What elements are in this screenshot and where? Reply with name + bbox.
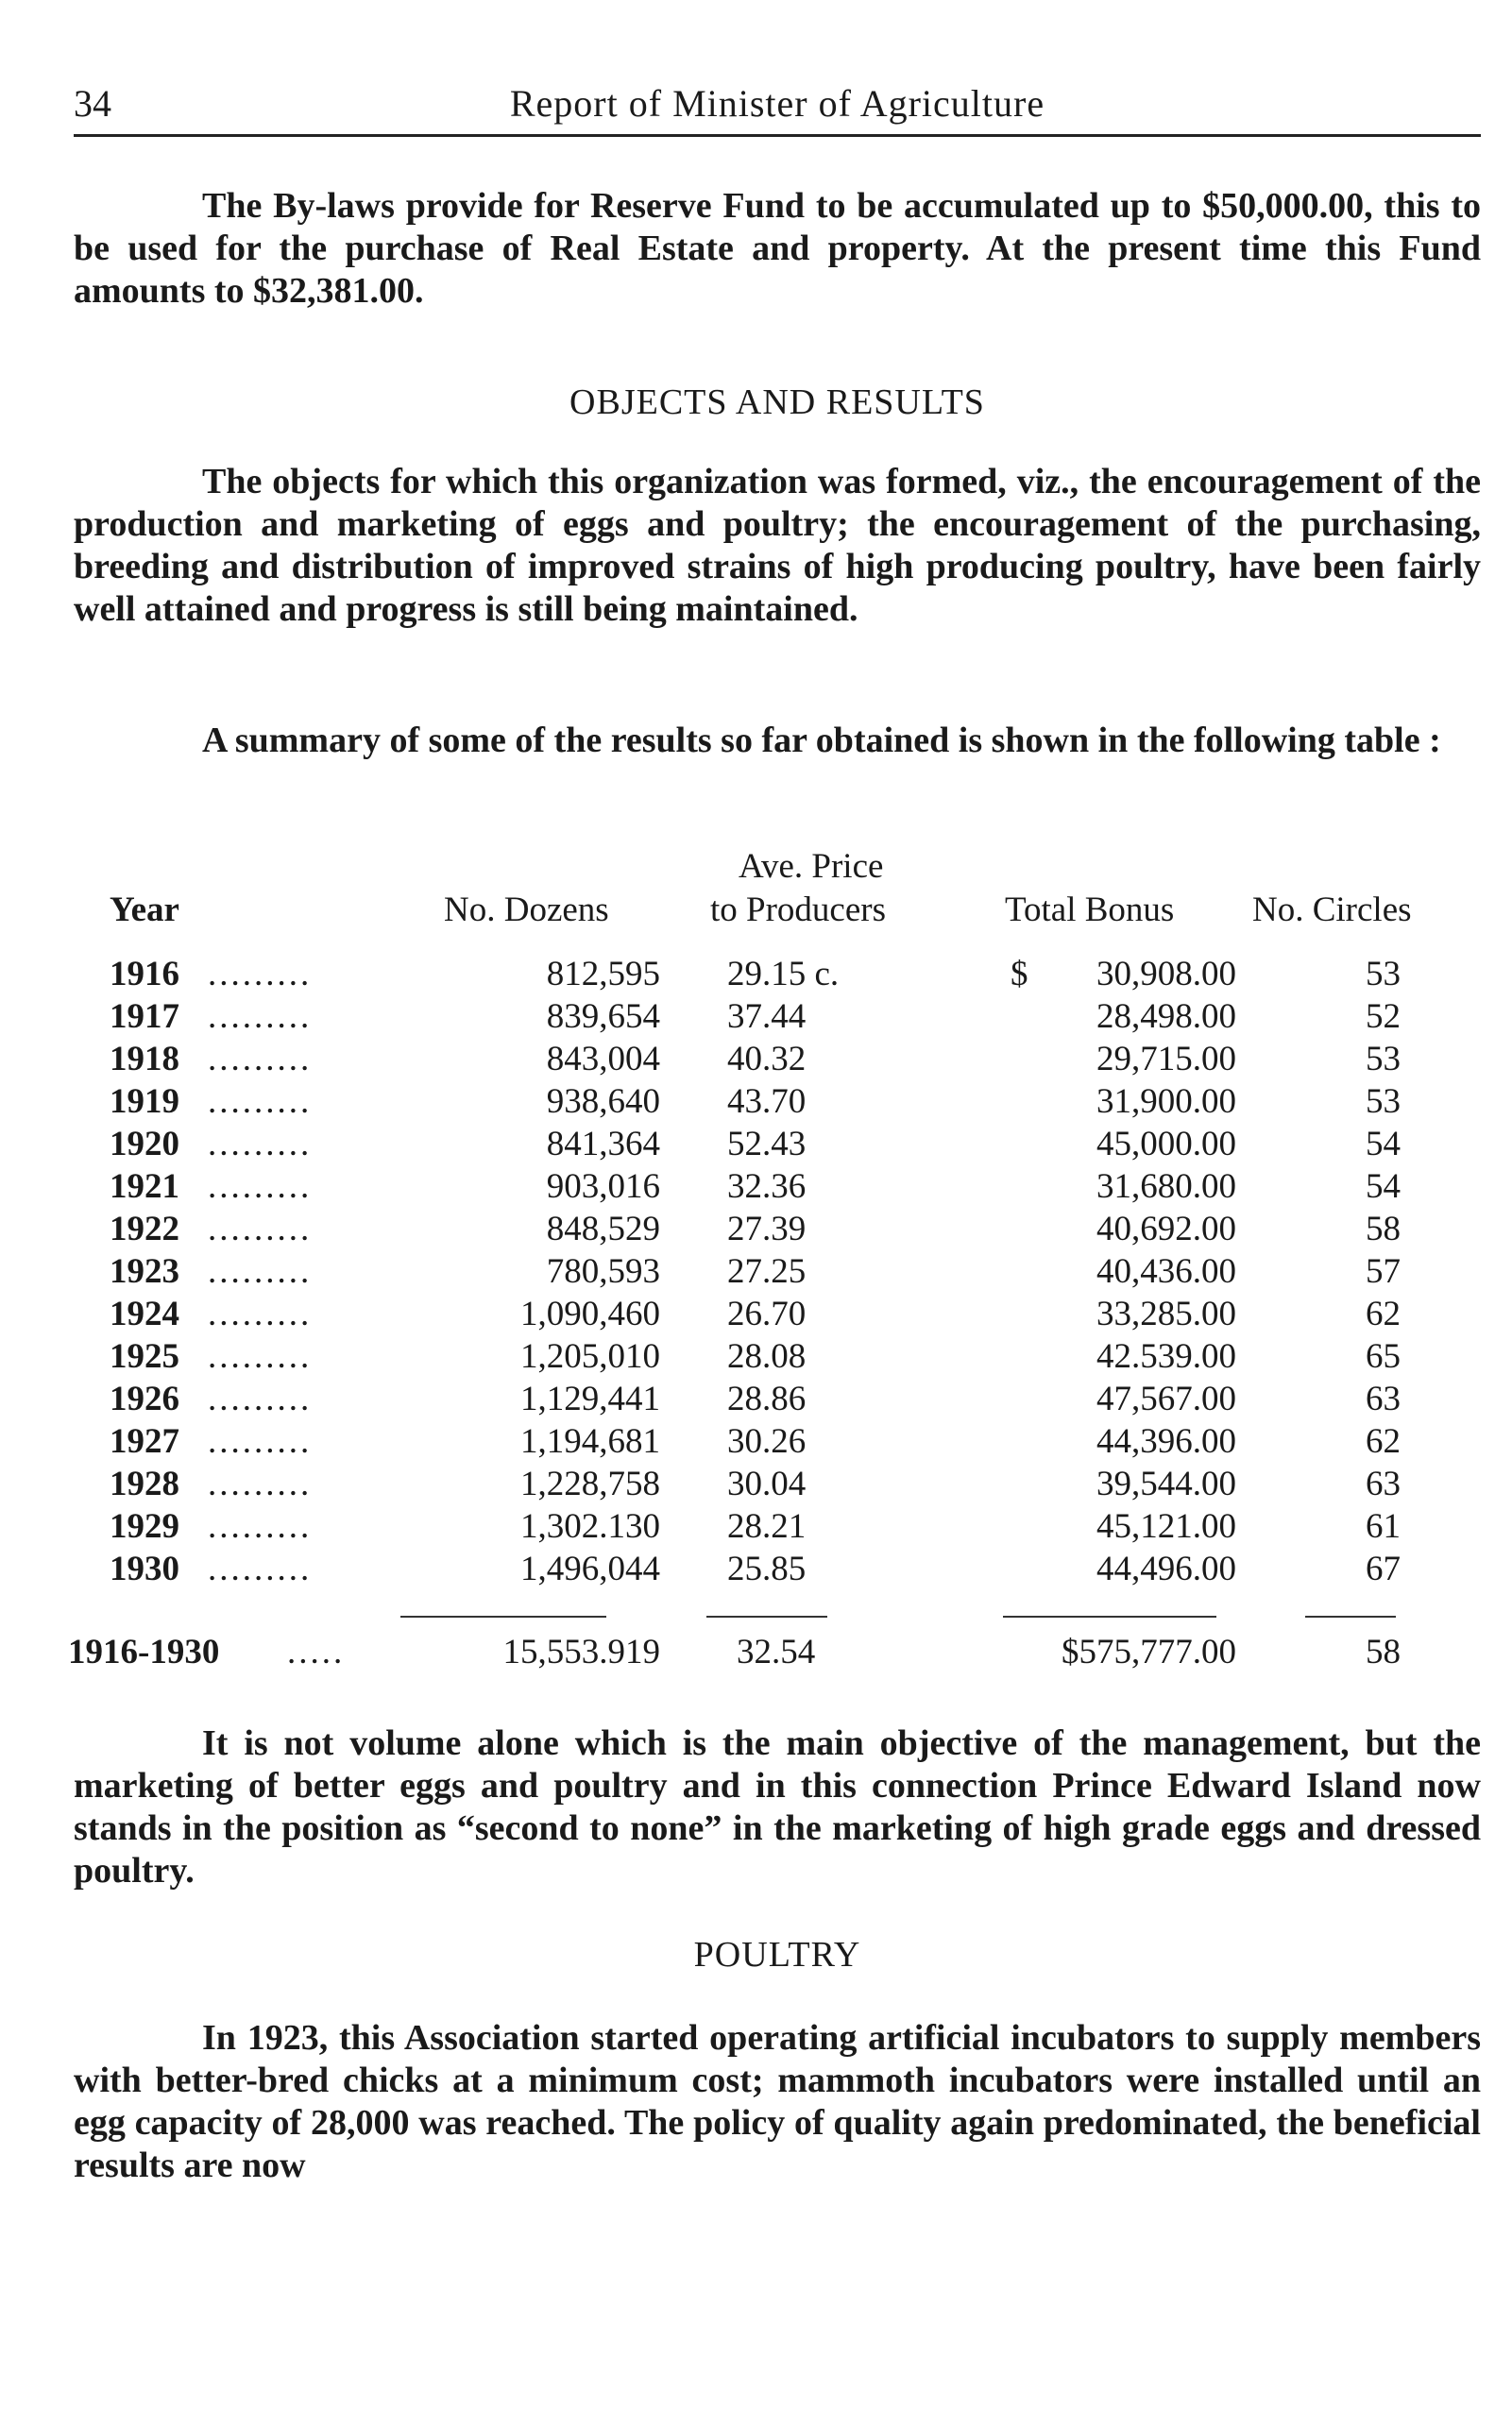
poultry-heading: POULTRY bbox=[693, 1935, 861, 1975]
row-year: 1928 bbox=[110, 1465, 179, 1503]
row-dozens: 839,654 bbox=[546, 997, 660, 1036]
row-year: 1924 bbox=[110, 1295, 179, 1333]
header-bonus: Total Bonus bbox=[1005, 891, 1175, 929]
header-price-line2: to Producers bbox=[710, 891, 886, 929]
page-header bbox=[74, 81, 1481, 137]
row-dozens: 903,016 bbox=[546, 1167, 660, 1206]
row-dozens: 938,640 bbox=[546, 1082, 660, 1121]
total-dozens: 15,553.919 bbox=[502, 1633, 660, 1671]
row-circles: 58 bbox=[1366, 1210, 1401, 1248]
row-year: 1929 bbox=[110, 1507, 179, 1546]
row-price: 28.08 bbox=[727, 1337, 807, 1376]
row-price: 30.04 bbox=[727, 1465, 807, 1503]
header-price-line1: Ave. Price bbox=[739, 847, 884, 886]
intro-paragraph: The By-laws provide for Reserve Fund to be accumulated up to $50,000.00, this to be used for the purchase of Real Estate and property. At the present time this Fund amounts to $32,381.00. bbox=[74, 186, 1481, 311]
row-year: 1918 bbox=[110, 1040, 179, 1078]
row-leader-dots: ......... bbox=[208, 1507, 313, 1546]
total-leader-dots: ..... bbox=[287, 1633, 346, 1671]
row-leader-dots: ......... bbox=[208, 997, 313, 1036]
row-year: 1930 bbox=[110, 1550, 179, 1588]
row-circles: 63 bbox=[1366, 1380, 1401, 1418]
row-circles: 54 bbox=[1366, 1125, 1401, 1163]
row-dozens: 1,129,441 bbox=[520, 1380, 660, 1418]
row-leader-dots: ......... bbox=[208, 1380, 313, 1418]
row-bonus: 45,121.00 bbox=[1096, 1507, 1236, 1546]
row-circles: 57 bbox=[1366, 1252, 1401, 1291]
row-year: 1920 bbox=[110, 1125, 179, 1163]
row-price: 30.26 bbox=[727, 1422, 807, 1461]
row-price: 27.25 bbox=[727, 1252, 807, 1291]
row-leader-dots: ......... bbox=[208, 955, 313, 993]
row-dozens: 843,004 bbox=[546, 1040, 660, 1078]
row-price: 25.85 bbox=[727, 1550, 807, 1588]
row-price: 37.44 bbox=[727, 997, 807, 1036]
row-year: 1925 bbox=[110, 1337, 179, 1376]
row-bonus: 29,715.00 bbox=[1096, 1040, 1236, 1078]
closing-paragraph: It is not volume alone which is the main objective of the management, but the marketing of better eggs and poultry and in this connection Prince Edward Island now stands in the position as “second to none” in the marketing of high grade eggs and dressed poultry. bbox=[74, 1723, 1481, 1891]
row-bonus: 30,908.00 bbox=[1096, 955, 1236, 993]
row-circles: 67 bbox=[1366, 1550, 1401, 1588]
row-year: 1926 bbox=[110, 1380, 179, 1418]
total-circles: 58 bbox=[1366, 1633, 1401, 1671]
row-bonus: 40,692.00 bbox=[1096, 1210, 1236, 1248]
row-dozens: 1,090,460 bbox=[520, 1295, 660, 1333]
row-leader-dots: ......... bbox=[208, 1422, 313, 1461]
row-price: 29.15 c. bbox=[727, 955, 840, 993]
row-bonus: 47,567.00 bbox=[1096, 1380, 1236, 1418]
row-leader-dots: ......... bbox=[208, 1550, 313, 1588]
row-circles: 53 bbox=[1366, 1040, 1401, 1078]
row-bonus: 45,000.00 bbox=[1096, 1125, 1236, 1163]
row-price: 40.32 bbox=[727, 1040, 807, 1078]
row-leader-dots: ......... bbox=[208, 1040, 313, 1078]
row-dozens: 1,205,010 bbox=[520, 1337, 660, 1376]
row-dozens: 1,194,681 bbox=[520, 1422, 660, 1461]
row-circles: 61 bbox=[1366, 1507, 1401, 1546]
row-price: 28.86 bbox=[727, 1380, 807, 1418]
row-bonus: 33,285.00 bbox=[1096, 1295, 1236, 1333]
row-circles: 62 bbox=[1366, 1295, 1401, 1333]
row-dozens: 1,302.130 bbox=[520, 1507, 660, 1546]
total-rule-dozens bbox=[400, 1616, 606, 1618]
row-leader-dots: ......... bbox=[208, 1337, 313, 1376]
row-bonus: 44,496.00 bbox=[1096, 1550, 1236, 1588]
objects-paragraph: The objects for which this organization was formed, viz., the encouragement of the production and marketing of eggs and poultry; the encouragement of the purchasing, breeding and distribution of improved strains of high producing poultry, have been fairly well attained and progress is still being maintained. bbox=[74, 462, 1481, 629]
row-dozens: 1,228,758 bbox=[520, 1465, 660, 1503]
row-year: 1917 bbox=[110, 997, 179, 1036]
row-bonus: 28,498.00 bbox=[1096, 997, 1236, 1036]
summary-paragraph: A summary of some of the results so far obtained is shown in the following table : bbox=[202, 721, 1441, 760]
row-circles: 53 bbox=[1366, 955, 1401, 993]
row-dozens: 1,496,044 bbox=[520, 1550, 660, 1588]
row-dozens: 841,364 bbox=[546, 1125, 660, 1163]
total-rule-circles bbox=[1305, 1616, 1396, 1618]
row-leader-dots: ......... bbox=[208, 1167, 313, 1206]
total-rule-price bbox=[706, 1616, 827, 1618]
running-title: Report of Minister of Agriculture bbox=[509, 82, 1045, 125]
row-price: 27.39 bbox=[727, 1210, 807, 1248]
row-year: 1921 bbox=[110, 1167, 179, 1206]
total-rule-bonus bbox=[1003, 1616, 1216, 1618]
row-price: 43.70 bbox=[727, 1082, 807, 1121]
row-year: 1919 bbox=[110, 1082, 179, 1121]
row-circles: 52 bbox=[1366, 997, 1401, 1036]
header-year: Year bbox=[110, 891, 179, 929]
row-bonus: 44,396.00 bbox=[1096, 1422, 1236, 1461]
row-leader-dots: ......... bbox=[208, 1082, 313, 1121]
row-year: 1916 bbox=[110, 955, 179, 993]
row-circles: 65 bbox=[1366, 1337, 1401, 1376]
row-year: 1927 bbox=[110, 1422, 179, 1461]
row-dozens: 812,595 bbox=[546, 955, 660, 993]
row-price: 28.21 bbox=[727, 1507, 807, 1546]
total-price: 32.54 bbox=[737, 1633, 816, 1671]
row-circles: 62 bbox=[1366, 1422, 1401, 1461]
header-circles: No. Circles bbox=[1252, 891, 1412, 929]
row-year: 1922 bbox=[110, 1210, 179, 1248]
row-price: 26.70 bbox=[727, 1295, 807, 1333]
row-year: 1923 bbox=[110, 1252, 179, 1291]
row-leader-dots: ......... bbox=[208, 1125, 313, 1163]
total-year: 1916-1930 bbox=[68, 1633, 220, 1671]
row-bonus: 42.539.00 bbox=[1096, 1337, 1236, 1376]
row-leader-dots: ......... bbox=[208, 1295, 313, 1333]
row-leader-dots: ......... bbox=[208, 1465, 313, 1503]
row-dozens: 848,529 bbox=[546, 1210, 660, 1248]
row-dozens: 780,593 bbox=[546, 1252, 660, 1291]
row-leader-dots: ......... bbox=[208, 1252, 313, 1291]
row-bonus: 39,544.00 bbox=[1096, 1465, 1236, 1503]
row-circles: 54 bbox=[1366, 1167, 1401, 1206]
page-number: 34 bbox=[74, 82, 111, 125]
header-dozens: No. Dozens bbox=[444, 891, 609, 929]
objects-heading: OBJECTS AND RESULTS bbox=[569, 382, 985, 422]
row-dollar-sign: $ bbox=[1011, 955, 1028, 993]
row-leader-dots: ......... bbox=[208, 1210, 313, 1248]
row-circles: 63 bbox=[1366, 1465, 1401, 1503]
row-price: 52.43 bbox=[727, 1125, 807, 1163]
row-price: 32.36 bbox=[727, 1167, 807, 1206]
row-bonus: 31,680.00 bbox=[1096, 1167, 1236, 1206]
row-circles: 53 bbox=[1366, 1082, 1401, 1121]
total-bonus: $575,777.00 bbox=[1062, 1633, 1236, 1671]
poultry-paragraph: In 1923, this Association started operating artificial incubators to supply members with better-bred chicks at a minimum cost; mammoth incubators were installed until an egg capacity of 28,000 was reached. The policy of quality again predominated, the beneficial results are now bbox=[74, 2018, 1481, 2185]
row-bonus: 31,900.00 bbox=[1096, 1082, 1236, 1121]
row-bonus: 40,436.00 bbox=[1096, 1252, 1236, 1291]
